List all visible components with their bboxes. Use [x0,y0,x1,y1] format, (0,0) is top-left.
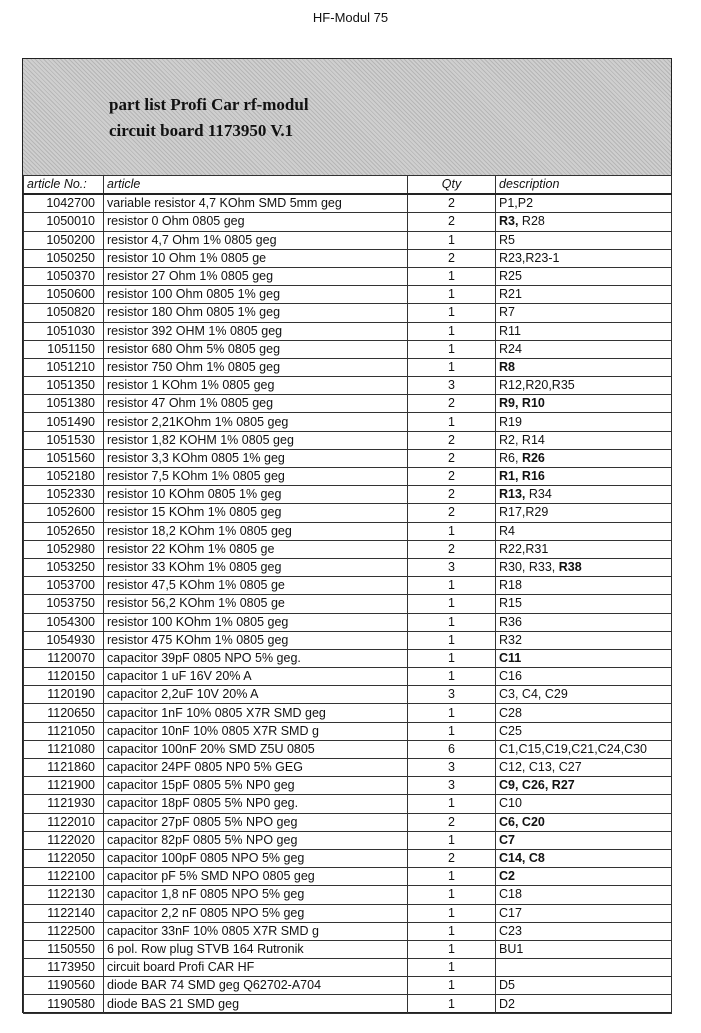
description-part: R15 [499,596,522,611]
article-number-cell: 1190560 [24,977,104,995]
qty-cell: 1 [408,613,496,631]
article-number-cell: 1051560 [24,449,104,467]
description-part: R21 [499,287,522,302]
table-row [24,577,672,595]
qty-cell: 3 [408,759,496,777]
article-cell: resistor 680 Ohm 5% 0805 geg [104,340,408,358]
description-part: R28 [518,214,545,229]
article-number-cell: 1122050 [24,849,104,867]
qty-cell: 2 [408,468,496,486]
article-cell: circuit board Profi CAR HF [104,959,408,977]
description-part: R6, [499,450,522,465]
article-number-cell: 1122010 [24,813,104,831]
table-row [24,449,672,467]
table-row [24,722,672,740]
description-cell [496,922,672,940]
qty-cell: 3 [408,777,496,795]
article-number-cell: 1121050 [24,722,104,740]
qty-cell: 1 [408,995,496,1013]
table-row [24,340,672,358]
column-header-article-no: article No.: [24,176,104,195]
description-part: D5 [499,978,515,993]
description-part: R18 [499,578,522,593]
description-cell [496,377,672,395]
article-cell: resistor 15 KOhm 1% 0805 geg [104,504,408,522]
description-cell [496,522,672,540]
description-cell [496,613,672,631]
article-number-cell: 1051490 [24,413,104,431]
description-part: R3, [499,214,519,229]
description-part: C16 [499,669,522,684]
qty-cell: 2 [408,849,496,867]
description-cell [496,977,672,995]
table-row [24,395,672,413]
qty-cell: 1 [408,522,496,540]
description-cell [496,904,672,922]
article-cell: capacitor 24PF 0805 NP0 5% GEG [104,759,408,777]
article-cell: resistor 56,2 KOhm 1% 0805 ge [104,595,408,613]
article-cell: resistor 10 Ohm 1% 0805 ge [104,249,408,267]
article-number-cell: 1120150 [24,668,104,686]
article-cell: resistor 33 KOhm 1% 0805 geg [104,558,408,576]
description-cell [496,849,672,867]
description-part: R13, [499,487,526,502]
article-cell: capacitor 82pF 0805 5% NPO geg [104,831,408,849]
description-part: C6, C20 [499,814,545,829]
description-part: C9, C26, R27 [499,778,575,793]
article-cell: resistor 47 Ohm 1% 0805 geg [104,395,408,413]
qty-cell: 1 [408,304,496,322]
table-row [24,849,672,867]
table-row [24,213,672,231]
qty-cell: 1 [408,722,496,740]
table-row [24,595,672,613]
part-list-title: part list Profi Car rf-modul [109,95,309,114]
article-number-cell: 1052980 [24,540,104,558]
parts-table [23,175,672,1014]
table-row [24,831,672,849]
description-cell [496,340,672,358]
article-cell: resistor 47,5 KOhm 1% 0805 ge [104,577,408,595]
description-cell [496,431,672,449]
article-cell: capacitor 39pF 0805 NPO 5% geg. [104,649,408,667]
qty-cell: 2 [408,249,496,267]
description-cell [496,304,672,322]
article-cell: resistor 100 KOhm 1% 0805 geg [104,613,408,631]
table-row [24,940,672,958]
article-cell: resistor 10 KOhm 0805 1% geg [104,486,408,504]
article-cell: resistor 7,5 KOhm 1% 0805 geg [104,468,408,486]
table-row [24,486,672,504]
description-cell [496,686,672,704]
article-number-cell: 1121860 [24,759,104,777]
table-row [24,631,672,649]
article-cell: capacitor 15pF 0805 5% NP0 geg [104,777,408,795]
qty-cell: 1 [408,904,496,922]
table-row [24,686,672,704]
qty-cell: 2 [408,813,496,831]
description-part: C2 [499,869,515,884]
description-cell [496,395,672,413]
table-row [24,558,672,576]
description-cell [496,631,672,649]
qty-cell: 2 [408,540,496,558]
description-cell [496,831,672,849]
table-row [24,613,672,631]
description-cell [496,740,672,758]
description-part: R17,R29 [499,505,549,520]
article-cell: 6 pol. Row plug STVB 164 Rutronik [104,940,408,958]
article-number-cell: 1052600 [24,504,104,522]
article-number-cell: 1051530 [24,431,104,449]
article-number-cell: 1150550 [24,940,104,958]
qty-cell: 2 [408,449,496,467]
article-cell: resistor 750 Ohm 1% 0805 geg [104,358,408,376]
description-part: R12,R20,R35 [499,378,575,393]
article-number-cell: 1053250 [24,558,104,576]
qty-cell: 6 [408,740,496,758]
description-cell [496,813,672,831]
table-row [24,540,672,558]
description-part: R23,R23-1 [499,250,560,265]
qty-cell: 2 [408,213,496,231]
description-part: R11 [499,323,522,338]
description-part: C11 [499,650,522,665]
description-part: R4 [499,523,515,538]
table-row [24,377,672,395]
description-cell [496,649,672,667]
article-cell: resistor 2,21KOhm 1% 0805 geg [104,413,408,431]
description-cell [496,558,672,576]
description-cell [496,868,672,886]
description-part: R22,R31 [499,541,549,556]
description-part: R26 [521,450,545,465]
article-number-cell: 1053700 [24,577,104,595]
column-header-description: description [496,176,672,195]
description-cell [496,449,672,467]
description-cell [496,286,672,304]
qty-cell: 3 [408,377,496,395]
column-header-article: article [104,176,408,195]
qty-cell: 1 [408,959,496,977]
article-number-cell: 1054930 [24,631,104,649]
article-number-cell: 1122020 [24,831,104,849]
qty-cell: 1 [408,831,496,849]
table-row [24,322,672,340]
qty-cell: 1 [408,795,496,813]
article-cell: resistor 392 OHM 1% 0805 geg [104,322,408,340]
article-cell: capacitor 33nF 10% 0805 X7R SMD g [104,922,408,940]
table-row [24,740,672,758]
description-cell [496,468,672,486]
table-row [24,249,672,267]
qty-cell: 3 [408,686,496,704]
article-number-cell: 1122140 [24,904,104,922]
article-cell: capacitor 1,8 nF 0805 NPO 5% geg [104,886,408,904]
description-part: C28 [499,705,522,720]
description-cell [496,213,672,231]
article-number-cell: 1051350 [24,377,104,395]
article-number-cell: 1050250 [24,249,104,267]
table-row [24,995,672,1013]
description-part: C10 [499,796,522,811]
page-header: HF-Modul 75 [312,10,389,25]
qty-cell: 1 [408,267,496,285]
article-number-cell: 1050600 [24,286,104,304]
article-number-cell: 1121930 [24,795,104,813]
article-cell: resistor 180 Ohm 0805 1% geg [104,304,408,322]
description-part: R34 [525,487,552,502]
article-cell: resistor 1,82 KOHM 1% 0805 geg [104,431,408,449]
qty-cell: 1 [408,922,496,940]
description-cell [496,940,672,958]
article-number-cell: 1051210 [24,358,104,376]
description-part: R32 [499,632,522,647]
qty-cell: 2 [408,486,496,504]
description-cell [496,668,672,686]
article-number-cell: 1051380 [24,395,104,413]
article-cell: capacitor 100nF 20% SMD Z5U 0805 [104,740,408,758]
description-part: R25 [499,269,522,284]
table-row [24,304,672,322]
qty-cell: 1 [408,595,496,613]
description-part: BU1 [499,941,524,956]
qty-cell: 2 [408,395,496,413]
article-number-cell: 1053750 [24,595,104,613]
article-number-cell: 1050820 [24,304,104,322]
description-part: C25 [499,723,522,738]
article-number-cell: 1122130 [24,886,104,904]
qty-cell: 1 [408,322,496,340]
article-cell: resistor 0 Ohm 0805 geg [104,213,408,231]
description-part: C12, C13, C27 [499,760,582,775]
article-number-cell: 1051030 [24,322,104,340]
qty-cell: 1 [408,286,496,304]
description-part: R2, R14 [499,432,545,447]
description-cell [496,504,672,522]
qty-cell: 1 [408,358,496,376]
description-part: C1,C15,C19,C21,C24,C30 [499,741,647,756]
description-part: R1, R16 [499,469,545,484]
description-cell [496,486,672,504]
qty-cell: 1 [408,886,496,904]
article-cell: resistor 4,7 Ohm 1% 0805 geg [104,231,408,249]
article-cell: resistor 475 KOhm 1% 0805 geg [104,631,408,649]
qty-cell: 1 [408,940,496,958]
table-row [24,468,672,486]
article-cell: capacitor 100pF 0805 NPO 5% geg [104,849,408,867]
article-cell: resistor 3,3 KOhm 0805 1% geg [104,449,408,467]
table-row [24,922,672,940]
table-row [24,795,672,813]
article-number-cell: 1121900 [24,777,104,795]
description-cell [496,249,672,267]
article-cell: capacitor 10nF 10% 0805 X7R SMD g [104,722,408,740]
article-number-cell: 1051150 [24,340,104,358]
article-number-cell: 1190580 [24,995,104,1013]
article-cell: resistor 18,2 KOhm 1% 0805 geg [104,522,408,540]
description-part: C23 [499,923,522,938]
article-number-cell: 1050010 [24,213,104,231]
title-box [23,59,671,176]
article-cell: capacitor 2,2uF 10V 20% A [104,686,408,704]
article-cell: capacitor pF 5% SMD NPO 0805 geg [104,868,408,886]
article-cell: variable resistor 4,7 KOhm SMD 5mm geg [104,194,408,213]
description-part: R24 [499,341,522,356]
description-part: C14, C8 [499,851,545,866]
article-number-cell: 1042700 [24,194,104,213]
description-cell [496,795,672,813]
qty-cell: 2 [408,504,496,522]
description-cell [496,722,672,740]
table-row [24,231,672,249]
description-cell [496,358,672,376]
table-row [24,777,672,795]
description-part: R36 [499,614,522,629]
description-cell [496,959,672,977]
description-cell [496,413,672,431]
table-row [24,868,672,886]
article-number-cell: 1052650 [24,522,104,540]
article-cell: resistor 1 KOhm 1% 0805 geg [104,377,408,395]
article-cell: diode BAR 74 SMD geg Q62702-A704 [104,977,408,995]
article-cell: diode BAS 21 SMD geg [104,995,408,1013]
article-number-cell: 1052330 [24,486,104,504]
qty-cell: 1 [408,977,496,995]
article-cell: resistor 100 Ohm 0805 1% geg [104,286,408,304]
table-row [24,977,672,995]
description-part: R9, R10 [499,396,545,411]
qty-cell: 1 [408,231,496,249]
article-number-cell: 1120650 [24,704,104,722]
table-row [24,904,672,922]
table-row [24,522,672,540]
qty-cell: 1 [408,868,496,886]
article-number-cell: 1050200 [24,231,104,249]
part-list-frame [22,58,672,1013]
table-row [24,704,672,722]
article-cell: capacitor 1 uF 16V 20% A [104,668,408,686]
parts-table-body [24,194,672,1013]
qty-cell: 1 [408,704,496,722]
description-part: C17 [499,905,522,920]
article-number-cell: 1120190 [24,686,104,704]
table-row [24,813,672,831]
description-cell [496,886,672,904]
qty-cell: 1 [408,631,496,649]
description-cell [496,540,672,558]
description-part: R38 [558,560,582,575]
description-part: C7 [499,832,515,847]
table-row [24,504,672,522]
description-part: D2 [499,996,515,1011]
table-row [24,413,672,431]
table-row [24,358,672,376]
table-row [24,886,672,904]
article-number-cell: 1052180 [24,468,104,486]
table-row [24,668,672,686]
table-row [24,194,672,213]
qty-cell: 3 [408,558,496,576]
article-number-cell: 1122500 [24,922,104,940]
description-cell [496,231,672,249]
description-cell [496,595,672,613]
description-cell [496,704,672,722]
description-part: R8 [499,359,515,374]
description-part: R19 [499,414,522,429]
description-part: R7 [499,305,515,320]
column-header-qty: Qty [408,176,496,195]
description-cell [496,267,672,285]
table-row [24,649,672,667]
table-row [24,959,672,977]
description-part: C18 [499,887,522,902]
article-cell: capacitor 2,2 nF 0805 NPO 5% geg [104,904,408,922]
qty-cell: 1 [408,413,496,431]
article-number-cell: 1120070 [24,649,104,667]
article-number-cell: 1173950 [24,959,104,977]
description-part: P1,P2 [499,196,534,211]
article-number-cell: 1054300 [24,613,104,631]
article-number-cell: 1121080 [24,740,104,758]
description-cell [496,194,672,213]
description-cell [496,759,672,777]
qty-cell: 1 [408,668,496,686]
qty-cell: 2 [408,431,496,449]
article-cell: capacitor 27pF 0805 5% NPO geg [104,813,408,831]
description-part: R5 [499,232,515,247]
description-part: C3, C4, C29 [499,687,568,702]
circuit-board-title: circuit board 1173950 V.1 [109,121,294,140]
qty-cell: 1 [408,577,496,595]
article-cell: resistor 27 Ohm 1% 0805 geg [104,267,408,285]
qty-cell: 2 [408,194,496,213]
article-number-cell: 1122100 [24,868,104,886]
table-row [24,267,672,285]
description-cell [496,995,672,1013]
qty-cell: 1 [408,340,496,358]
table-row [24,286,672,304]
article-cell: resistor 22 KOhm 1% 0805 ge [104,540,408,558]
article-cell: capacitor 1nF 10% 0805 X7R SMD geg [104,704,408,722]
table-row [24,759,672,777]
table-row [24,431,672,449]
table-header-row [24,176,672,195]
description-cell [496,322,672,340]
qty-cell: 1 [408,649,496,667]
description-cell [496,577,672,595]
description-part: R30, R33, [499,560,559,575]
article-number-cell: 1050370 [24,267,104,285]
article-cell: capacitor 18pF 0805 5% NP0 geg. [104,795,408,813]
description-cell [496,777,672,795]
